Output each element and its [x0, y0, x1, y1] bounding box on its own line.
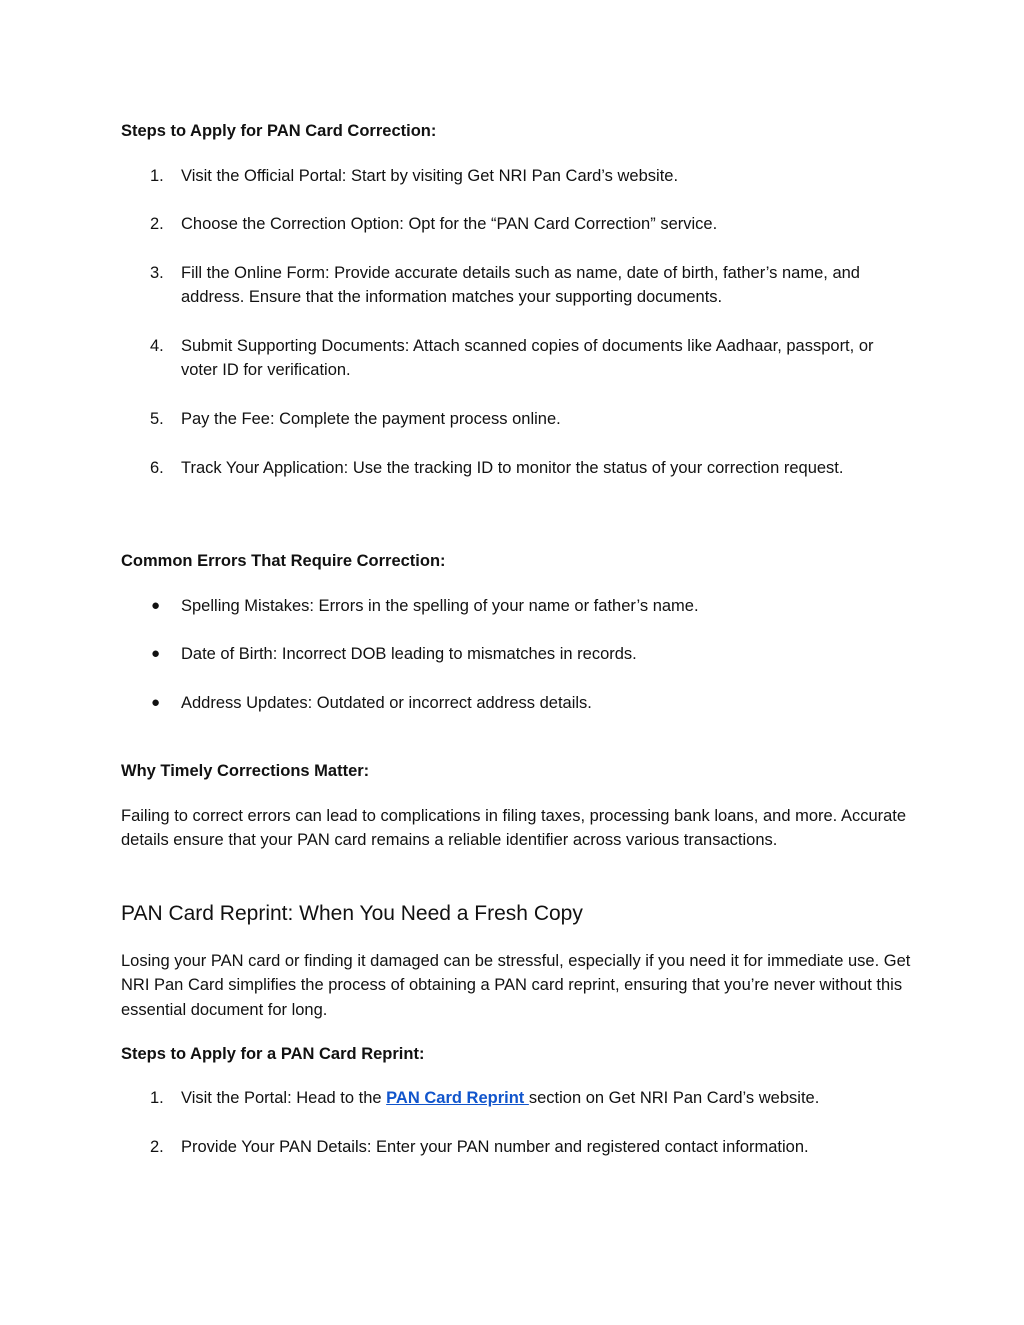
list-item-text: Track Your Application: Use the tracking ID to monitor the status of your correction request.: [181, 459, 844, 477]
list-item-text: Choose the Correction Option: Opt for the “PAN Card Correction” service.: [181, 215, 718, 233]
list-number: 6.: [150, 459, 164, 477]
pan-card-reprint-link[interactable]: PAN Card Reprint: [386, 1089, 529, 1107]
bullet-icon: ●: [151, 645, 161, 662]
list-item: [121, 212, 911, 236]
list-item: [121, 1086, 911, 1110]
section-heading-reprint-steps: Steps to Apply for a PAN Card Reprint:: [121, 1045, 425, 1063]
list-item-text: Visit the Official Portal: Start by visiting Get NRI Pan Card’s website.: [181, 167, 679, 185]
list-item: [121, 407, 911, 431]
list-number: 2.: [150, 215, 164, 233]
list-item-text: Provide Your PAN Details: Enter your PAN number and registered contact information.: [181, 1138, 809, 1156]
list-item: [121, 164, 911, 188]
list-item: [121, 1135, 911, 1159]
list-number: 1.: [150, 167, 164, 185]
list-item-text: Fill the Online Form: Provide accurate details such as name, date of birth, father’s name, and address. Ensure that the information matches your supporting documents.: [181, 264, 860, 307]
paragraph-pan-reprint: Losing your PAN card or finding it damaged can be stressful, especially if you need it for immediate use. Get NRI Pan Card simplifies the process of obtaining a PAN card reprint, ensuring that you’re never without this essential document for long.: [121, 952, 911, 1019]
list-item: [121, 261, 911, 310]
list-item-text: Submit Supporting Documents: Attach scanned copies of documents like Aadhaar, passport, or voter ID for verification.: [181, 337, 874, 380]
paragraph-why-corrections: Failing to correct errors can lead to complications in filing taxes, processing bank loans, and more. Accurate details ensure that your PAN card remains a reliable identifier across various transactions.: [121, 807, 907, 850]
bullet-item-text: Date of Birth: Incorrect DOB leading to mismatches in records.: [181, 645, 637, 663]
list-item-text: [181, 1086, 911, 1110]
list-number: 1.: [150, 1089, 164, 1107]
bullet-icon: ●: [151, 597, 161, 614]
bullet-item: [121, 642, 911, 666]
list-number: 5.: [150, 410, 164, 428]
list-item-text-before: Visit the Portal: Head to the: [181, 1089, 387, 1107]
section-title-pan-reprint: PAN Card Reprint: When You Need a Fresh Copy: [121, 902, 583, 925]
section-heading-common-errors: Common Errors That Require Correction:: [121, 552, 446, 570]
list-item-text-after: section on Get NRI Pan Card’s website.: [528, 1089, 820, 1107]
bullet-item-text: Spelling Mistakes: Errors in the spelling of your name or father’s name.: [181, 597, 699, 615]
bullet-item-text: Address Updates: Outdated or incorrect address details.: [181, 694, 592, 712]
section-heading-why-corrections: Why Timely Corrections Matter:: [121, 762, 370, 780]
list-item-text: Pay the Fee: Complete the payment process online.: [181, 410, 561, 428]
bullet-icon: ●: [151, 694, 161, 711]
section-heading-correction-steps: Steps to Apply for PAN Card Correction:: [121, 122, 437, 140]
list-number: 3.: [150, 264, 164, 282]
list-number: 4.: [150, 337, 164, 355]
bullet-item: [121, 594, 911, 618]
list-item: [121, 334, 911, 383]
list-item: [121, 456, 911, 480]
bullet-item: [121, 691, 911, 715]
list-number: 2.: [150, 1138, 164, 1156]
